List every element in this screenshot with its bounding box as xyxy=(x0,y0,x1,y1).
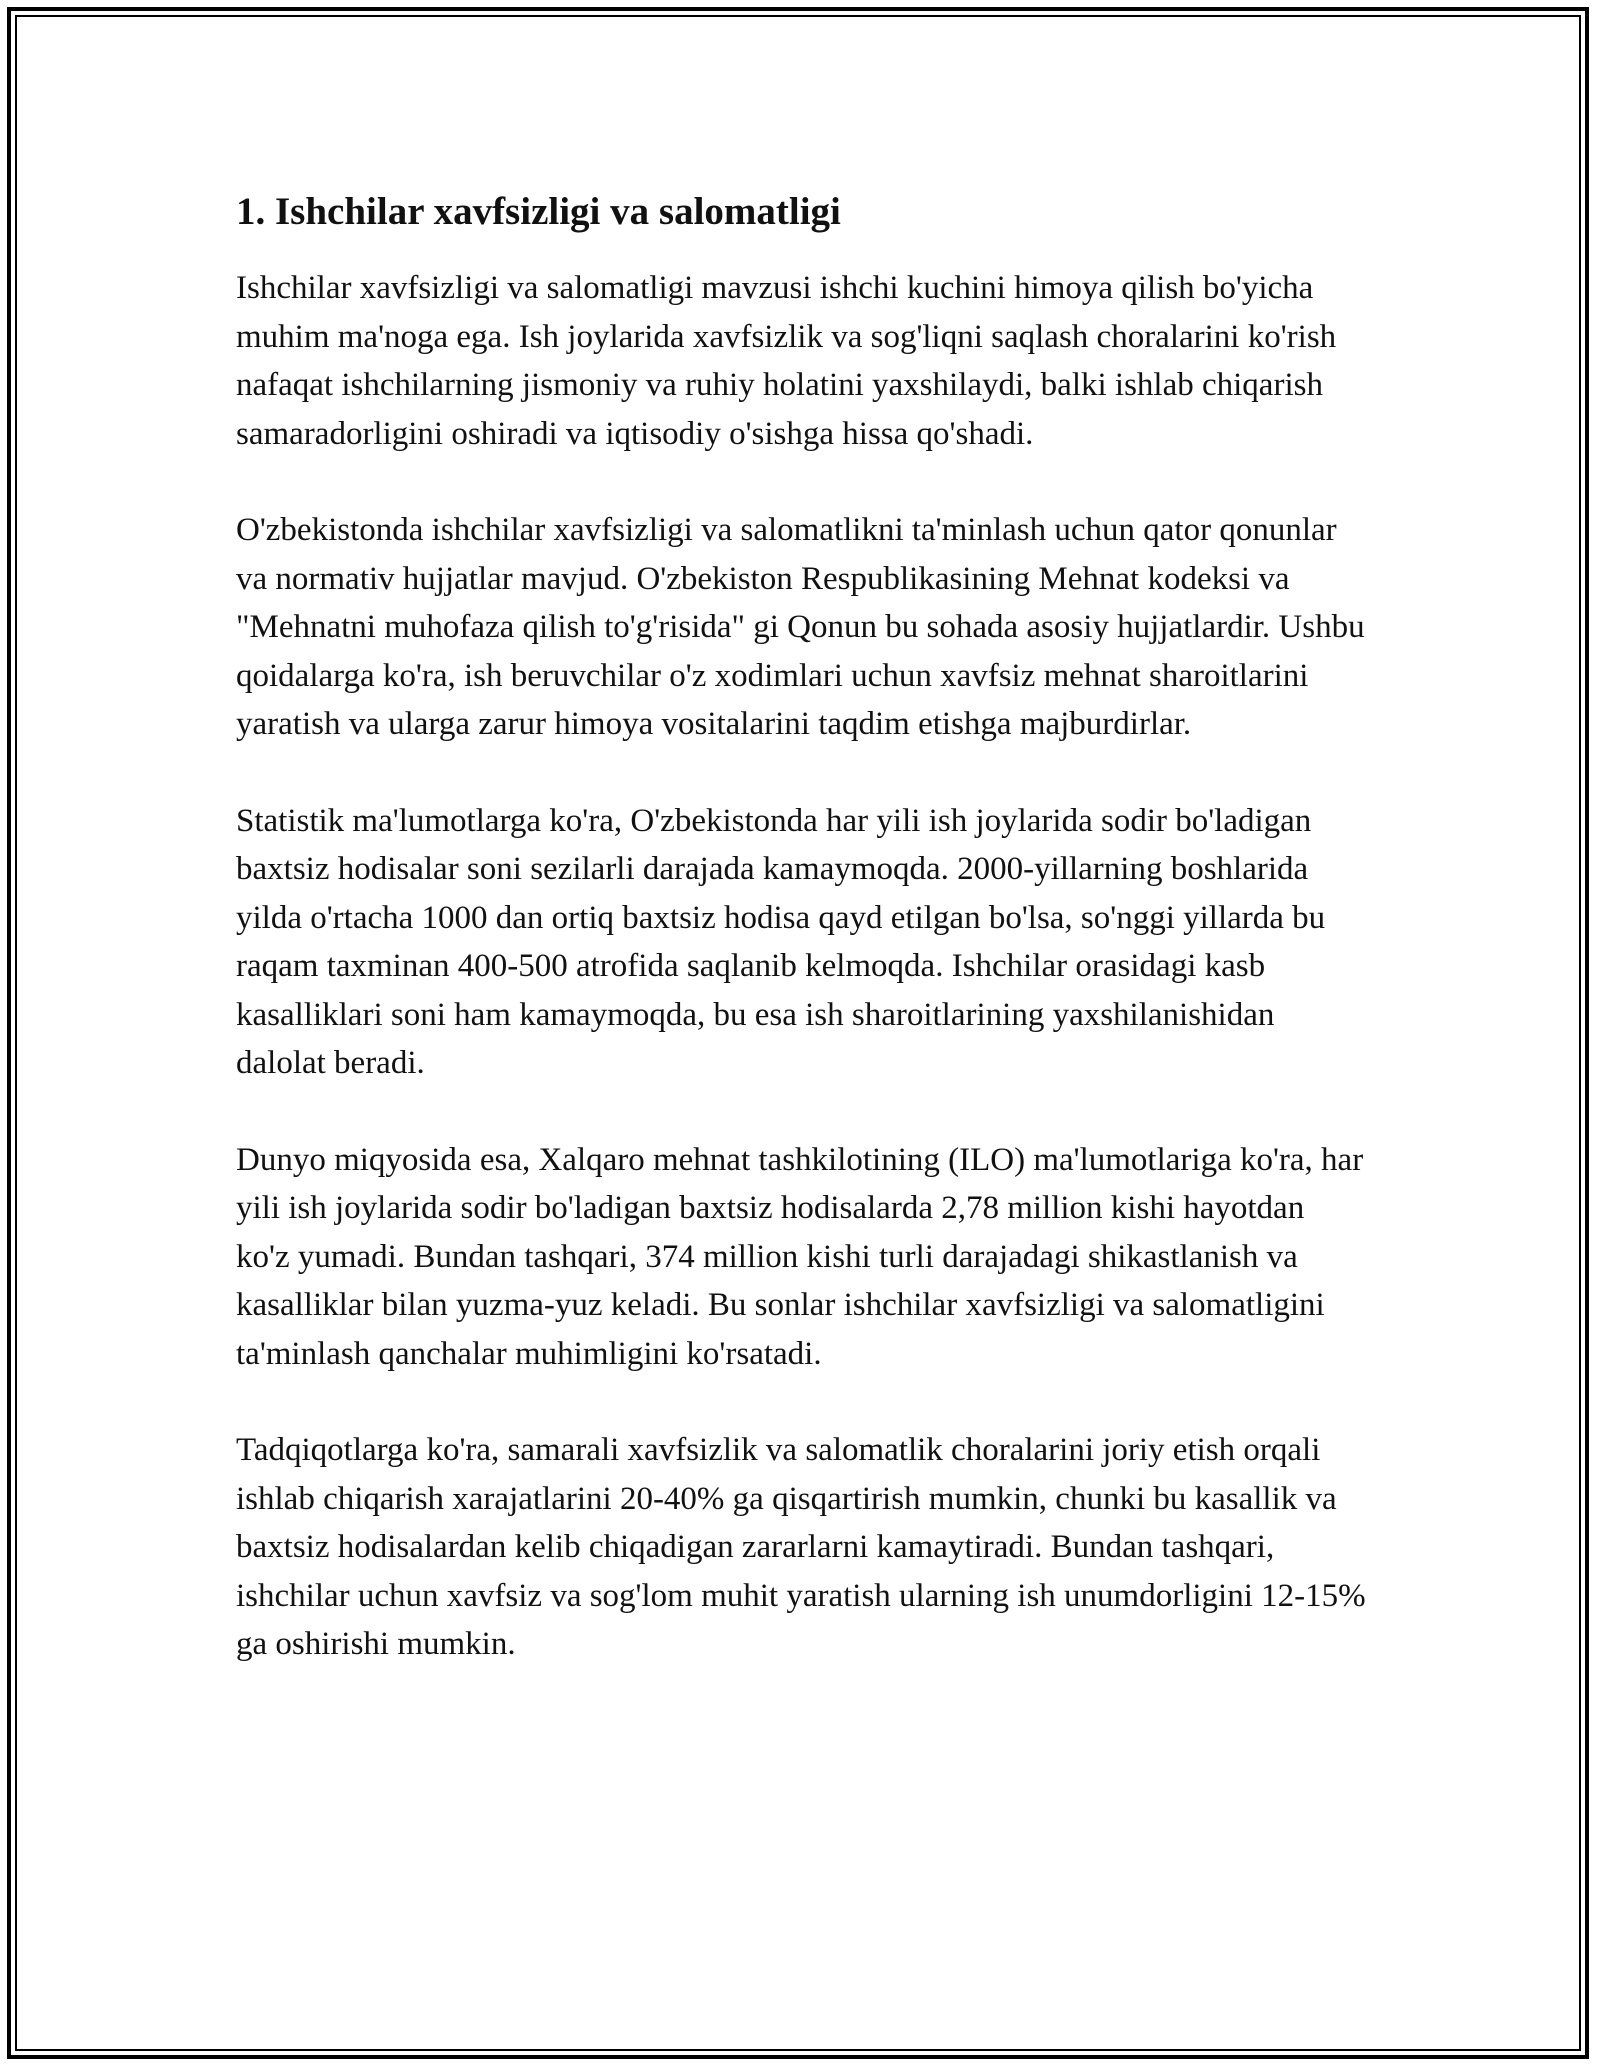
paragraph-statistics-world: Dunyo miqyosida esa, Xalqaro mehnat tashkilotining (ILO) ma'lumotlariga ko'ra, har yili ish joylarida sodir bo'ladigan baxtsiz hodisalarda 2,78 million kishi hayotdan ko'z yumadi. Bundan tashqari, 374 million kishi turli darajadagi shikastlanish va kasalliklar bilan yuzma-yuz keladi. Bu sonlar ishchilar xavfsizligi va salomatligini ta'minlash qanchalar muhimligini ko'rsatadi. xyxy=(236,1141,1364,1372)
paragraph-statistics-uzbekistan: Statistik ma'lumotlarga ko'ra, O'zbekistonda har yili ish joylarida sodir bo'ladigan baxtsiz hodisalar soni sezilarli darajada kamaymoqda. 2000-yillarning boshlarida yilda o'rtacha 1000 dan ortiq baxtsiz hodisa qayd etilgan bo'lsa, so'nggi yillarda bu raqam taxminan 400-500 atrofida saqlanib kelmoqda. Ishchilar orasidagi kasb kasalliklari soni ham kamaymoqda, bu esa ish sharoitlarining yaxshilanishidan dalolat beradi. xyxy=(236,802,1326,1081)
paragraph-legislation: O'zbekistonda ishchilar xavfsizligi va salomatlikni ta'minlash uchun qator qonunlar va normativ hujjatlar mavjud. O'zbekiston Respublikasining Mehnat kodeksi va "Mehnatni muhofaza qilish to'g'risida" gi Qonun bu sohada asosiy hujjatlardir. Ushbu qoidalarga ko'ra, ish beruvchilar o'z xodimlari uchun xavfsiz mehnat sharoitlarini yaratish va ularga zarur himoya vositalarini taqdim etishga majburdirlar. xyxy=(236,512,1365,742)
paragraph-research: Tadqiqotlarga ko'ra, samarali xavfsizlik va salomatlik choralarini joriy etish orqali ishlab chiqarish xarajatlarini 20-40% ga qisqartirish mumkin, chunki bu kasallik va baxtsiz hodisalardan kelib chiqadigan zararlarni kamaytiradi. Bundan tashqari, ishchilar uchun xavfsiz va sog'lom muhit yaratish ularning ish unumdorligini 12-15% ga oshirishi mumkin. xyxy=(236,1432,1366,1662)
document-content xyxy=(236,184,1366,1717)
paragraph-intro: Ishchilar xavfsizligi va salomatligi mavzusi ishchi kuchini himoya qilish bo'yicha muhim ma'noga ega. Ish joylarida xavfsizlik va sog'liqni saqlash choralarini ko'rish nafaqat ishchilarning jismoniy va ruhiy holatini yaxshilaydi, balki ishlab chiqarish samaradorligini oshiradi va iqtisodiy o'sishga hissa qo'shadi. xyxy=(236,270,1337,452)
section-heading: 1. Ishchilar xavfsizligi va salomatligi xyxy=(236,190,841,233)
